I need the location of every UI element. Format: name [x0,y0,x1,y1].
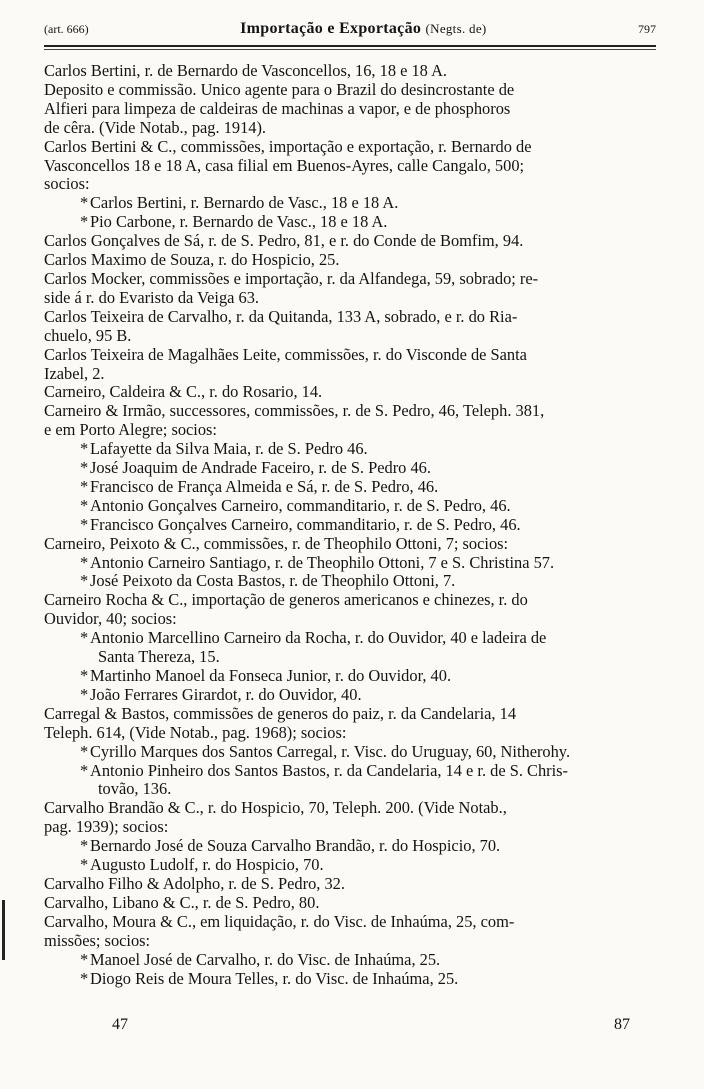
directory-entry [44,705,679,743]
header-rule-thin [44,49,656,50]
asterisk-marker: * [80,439,89,459]
asterisk-marker: * [80,476,89,496]
entry-continuation-line: Teleph. 614, (Vide Notab., pag. 1968); socios: [44,722,347,742]
partner-line: Diogo Reis de Moura Telles, r. do Visc. de Inhaúma, 25. [90,968,459,988]
page-footer [112,1016,630,1034]
entry-continuation-line: side á r. do Evaristo da Veiga 63. [44,287,260,307]
asterisk-marker: * [80,949,89,969]
partner-line: Augusto Ludolf, r. do Hospicio, 70. [90,855,324,875]
partner-entry [44,497,679,516]
asterisk-marker: * [80,760,89,780]
entry-line: Carlos Teixeira de Magalhães Leite, commissões, r. do Visconde de Santa [44,344,527,364]
entry-continuation-line: Alfieri para limpeza de caldeiras de machinas a vapor, e de phosphoros [44,98,511,118]
partner-line: Cyrillo Marques dos Santos Carregal, r. Visc. do Uruguay, 60, Nitherohy. [90,741,571,761]
partner-entry [44,970,679,989]
entry-continuation-line: missões; socios: [44,930,151,950]
asterisk-marker: * [80,514,89,534]
directory-entry [44,308,679,346]
partner-line: Martinho Manoel da Fonseca Junior, r. do Ouvidor, 40. [90,666,452,685]
partner-line: Bernardo José de Souza Carvalho Brandão, r. do Hospicio, 70. [90,836,501,856]
partner-entry [44,762,679,800]
partner-entry [44,459,679,478]
asterisk-marker: * [80,666,89,685]
partner-line: Manoel José de Carvalho, r. do Visc. de Inhaúma, 25. [90,949,441,969]
directory-entry [44,138,679,195]
asterisk-marker: * [80,193,89,213]
asterisk-marker: * [80,855,89,875]
partner-entry [44,856,679,875]
entry-continuation-line: chuelo, 95 B. [44,325,132,345]
entry-line: Carlos Mocker, commissões e importação, r. da Alfandega, 59, sobrado; re- [44,268,539,288]
partner-entry [44,440,679,459]
partner-entry [44,572,679,591]
asterisk-marker: * [80,628,89,648]
asterisk-marker: * [80,571,89,591]
header-article-ref: (art. 666) [44,22,89,36]
header-rule [44,45,656,47]
footer-signature-right: 87 [614,1016,630,1033]
partner-entry [44,213,679,232]
asterisk-marker: * [80,458,89,478]
partner-line: José Peixoto da Costa Bastos, r. de Theophilo Ottoni, 7. [90,571,456,591]
entry-line: Carregal & Bastos, commissões de generos do paiz, r. da Candelaria, 14 [44,703,517,723]
partner-entry [44,743,679,762]
scan-edge-mark [2,900,5,960]
directory-entry [44,232,679,251]
entry-line: Carneiro, Caldeira & C., r. do Rosario, 14. [44,382,323,402]
header-title [240,20,486,38]
header-title-sub: (Negts. de) [425,21,487,36]
partner-line: Antonio Carneiro Santiago, r. de Theophilo Ottoni, 7 e S. Christina 57. [90,552,555,572]
directory-entry [44,251,679,270]
partner-line: Antonio Gonçalves Carneiro, commanditario, r. de S. Pedro, 46. [90,495,511,515]
partner-entry [44,951,679,970]
asterisk-marker: * [80,684,89,704]
asterisk-marker: * [80,212,89,232]
partner-line: Francisco Gonçalves Carneiro, commanditario, r. de S. Pedro, 46. [90,514,521,534]
directory-entry [44,535,679,554]
partner-entry [44,554,679,573]
entry-line: Carneiro & Irmão, successores, commissões, r. de S. Pedro, 46, Teleph. 381, [44,401,545,421]
partner-line: Carlos Bertini, r. Bernardo de Vasc., 18 e 18 A. [90,193,399,213]
entry-continuation-line: e em Porto Alegre; socios: [44,420,217,440]
asterisk-marker: * [80,836,89,856]
directory-entry [44,894,679,913]
footer-signature-left: 47 [112,1016,128,1033]
entry-line: Carlos Gonçalves de Sá, r. de S. Pedro, 81, e r. do Conde de Bomfim, 94. [44,231,524,251]
entry-continuation-line: socios: [44,174,90,194]
directory-entry [44,62,679,138]
entry-continuation-line: Ouvidor, 40; socios: [44,609,177,629]
entry-line: Carvalho Filho & Adolpho, r. de S. Pedro, 32. [44,873,345,893]
entry-line: Carlos Teixeira de Carvalho, r. da Quitanda, 133 A, sobrado, e r. do Ria- [44,306,518,326]
partner-line: Antonio Marcellino Carneiro da Rocha, r. do Ouvidor, 40 e ladeira de [90,628,547,648]
partner-entry [44,837,679,856]
entry-line: Carvalho, Libano & C., r. de S. Pedro, 80. [44,892,320,912]
partner-line: Lafayette da Silva Maia, r. de S. Pedro 46. [90,439,368,459]
page-number: 797 [638,22,656,36]
entry-line: Carlos Bertini & C., commissões, importação e exportação, r. Bernardo de [44,136,532,156]
directory-entry [44,591,679,629]
asterisk-marker: * [80,495,89,515]
asterisk-marker: * [80,552,89,572]
directory-entry [44,402,679,440]
entry-line: Carneiro Rocha & C., importação de generos americanos e chinezes, r. do [44,590,528,610]
entry-line: Carlos Maximo de Souza, r. do Hospicio, 25. [44,250,340,270]
partner-entry [44,667,679,686]
partner-entry [44,686,679,705]
partner-entry [44,516,679,535]
entry-continuation-line: Izabel, 2. [44,363,105,383]
directory-entry [44,913,679,951]
entry-continuation-line: pag. 1939); socios: [44,817,169,837]
entry-line: Carlos Bertini, r. de Bernardo de Vasconcellos, 16, 18 e 18 A. [44,61,448,80]
partner-entry [44,478,679,497]
asterisk-marker: * [80,968,89,988]
directory-entry [44,346,679,384]
partner-line: João Ferrares Girardot, r. do Ouvidor, 40. [90,684,362,704]
header-title-main: Importação e Exportação [240,20,422,37]
partner-line: Pio Carbone, r. Bernardo de Vasc., 18 e 18 A. [90,212,388,232]
partner-entry [44,194,679,213]
running-header [44,20,656,44]
entry-line: Carneiro, Peixoto & C., commissões, r. de Theophilo Ottoni, 7; socios: [44,533,509,553]
directory-listing [44,62,679,988]
directory-entry [44,799,679,837]
entry-continuation-line: de cêra. (Vide Notab., pag. 1914). [44,117,267,137]
partner-continuation-line: tovão, 136. [98,779,172,799]
partner-entry [44,629,679,667]
directory-entry [44,875,679,894]
entry-line: Carvalho, Moura & C., em liquidação, r. do Visc. de Inhaúma, 25, com- [44,911,515,931]
entry-continuation-line: Vasconcellos 18 e 18 A, casa filial em Buenos-Ayres, calle Cangalo, 500; [44,155,525,175]
partner-continuation-line: Santa Thereza, 15. [98,647,220,667]
asterisk-marker: * [80,741,89,761]
entry-line: Carvalho Brandão & C., r. do Hospicio, 70, Teleph. 200. (Vide Notab., [44,798,507,818]
partner-line: Antonio Pinheiro dos Santos Bastos, r. da Candelaria, 14 e r. de S. Chris- [90,760,569,780]
partner-line: José Joaquim de Andrade Faceiro, r. de S. Pedro 46. [90,458,431,478]
partner-line: Francisco de França Almeida e Sá, r. de S. Pedro, 46. [90,476,439,496]
entry-continuation-line: Deposito e commissão. Unico agente para o Brazil do desincrostante de [44,79,515,99]
directory-entry [44,270,679,308]
directory-entry [44,383,679,402]
